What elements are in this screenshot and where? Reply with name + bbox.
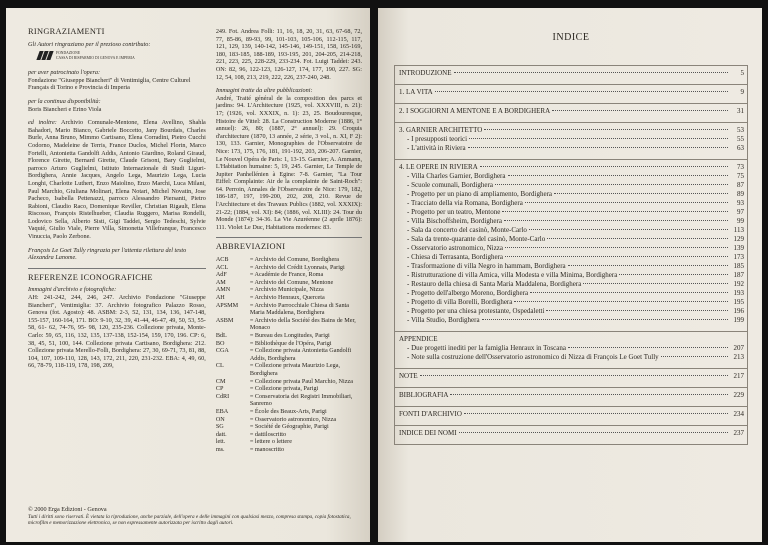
toc-leader-dots (568, 347, 728, 348)
toc-leader-dots (482, 319, 728, 320)
toc-entry-title: 3. GARNIER ARCHITETTO (399, 126, 483, 134)
abbreviation-key: CdRI (215, 392, 230, 400)
toc-leader-dots (505, 247, 728, 248)
abbreviation-value: = Collezione privata Paul Marchio, Nizza (249, 377, 353, 385)
fondazione-logo (38, 51, 206, 60)
abbreviation-value: = Archivio della Société des Bains de Mer, Monaco (249, 316, 356, 332)
toc-chapter-entry (399, 410, 744, 419)
ringraziamenti-heading: RINGRAZIAMENTI (28, 27, 105, 36)
abbreviation-row (216, 362, 362, 377)
abbreviation-key: ON (215, 415, 225, 423)
abbreviation-row (216, 302, 362, 317)
abbreviation-key: BO (215, 339, 225, 347)
toc-page-number: 196 (733, 307, 744, 315)
toc-page-number: 89 (737, 190, 744, 198)
toc-subentry (399, 353, 744, 362)
toc-entry-title: - Sala da trente-quarante del casinò, Monte-Carlo (407, 235, 546, 243)
abbreviation-key: SG (215, 423, 224, 431)
toc-subentry (399, 172, 744, 181)
toc-section (395, 65, 747, 85)
abbreviation-row (216, 423, 362, 431)
toc-entry-title: - Due progetti inediti per la famiglia Henraux in Toscana (407, 344, 566, 352)
abbreviazioni-list (216, 256, 362, 453)
toc-leader-dots (547, 238, 728, 239)
toc-section (395, 369, 747, 388)
toc-entry-title: - Scuole comunali, Bordighera (407, 181, 493, 189)
toc-entry-title: - Sala da concerto del casinò, Monte-Carlo (407, 226, 527, 234)
toc-subentry (399, 307, 744, 316)
abbreviation-value: = Archivio del Comune, Bordighera (249, 256, 340, 264)
abbreviation-row (216, 378, 362, 386)
toc-entry-title: - Progetto per una chiesa protestante, Ospedaletti (407, 307, 545, 315)
toc-subentry (399, 135, 744, 144)
toc-subentry (399, 144, 744, 153)
abbreviation-row (216, 256, 362, 264)
abbreviation-key: AH (215, 294, 225, 301)
toc-page-number: 187 (733, 271, 744, 279)
pubblicazioni-text: André, Traité général de la composition des parcs et jardins: 94. L'Architecture (1925, vol. XXXVIII, n. 21): 17; (1926, vol. XXXIX, n. 1): 23, 25. Boudouresque, Histoire de Vittel: 28. La Construction Moderne (1886, 1° annuel): 26, 80; (1887, 2° annuel): 29. Croquis d'architecture (1870, 13 année, 2 série, 3 vol., n. XI, F 2): 130, 133. Garnier, Monographies de l'Observatoire de Nice: 173, 175, 176, 181, 191-192, 203, 206-207. Garnier, Le Nouvel Opéra de Paris: 1, 13-15. Garnier; A. Ammann, L'Habitation humaine: 5, 19, 245. Garnier, Le Temple de Jupiter Panhellénien à Egine: 7-8. Garnier, "La Tour Eiffel: Complainte: Air de la complainte de Saint-Roch": 64. Perroin, Annales de l'Observatoire de Nice: 179, 182, 186-187, 197, 199-200, 202, 208, 210. Revue de l'Architecture et des Travaux Publics (1882, vol. XXXIX): 21-22; (1884, vol. XI): 84; (1886, vol. XLIII): 24. Tour du Monde (1874): 34-36. La Vie Azuréenne (2 aprile 1876): 111. Violet Le Duc, Habitations modernes: 83. (215, 94, 362, 231)
patrocinio-label: per aver patrocinato l'opera: (28, 69, 101, 77)
abbreviation-key: CP (215, 385, 224, 393)
toc-entry-title: - Villa Bischoffsheim, Bordighera (407, 217, 502, 225)
abbreviation-value: = Société de Géographie, Parigi (249, 423, 329, 431)
toc-leader-dots (435, 91, 728, 92)
toc-leader-dots (502, 211, 728, 212)
toc-leader-dots (420, 375, 728, 376)
ringraziamenti-intro: Gli Autori ringraziano per il prezioso contributo: (28, 40, 151, 48)
toc-leader-dots (464, 413, 728, 414)
abbreviation-key: EBA (215, 407, 229, 415)
abbreviation-value: = Collezione privata Maurizio Lega, Bordighera (249, 362, 341, 377)
toc-section (395, 104, 747, 123)
abbreviation-value: = Archivio Henraux, Querceta (249, 294, 325, 301)
toc-page-number: 229 (733, 391, 744, 399)
toc-leader-dots (554, 193, 728, 194)
abbreviation-key: AdF (215, 271, 227, 279)
abbreviation-key: ASBM (215, 316, 234, 324)
toc-leader-dots (525, 202, 728, 203)
abbreviation-key: ACL (215, 263, 229, 271)
toc-page-number: 193 (733, 289, 744, 297)
toc-chapter-entry (399, 69, 744, 78)
toc-entry-title: - Progetto dell'albergo Moreno, Bordighera (407, 289, 529, 297)
abbreviation-value: = Collezione privata Antonietta Gandolfi Addis, Bordighera (249, 347, 352, 362)
toc-entry-title: BIBLIOGRAFIA (399, 391, 449, 399)
abbreviation-value: = Archivio del Crédit Lyonnais, Parigi (249, 263, 345, 271)
abbreviation-row (216, 317, 362, 332)
toc-section (395, 332, 747, 369)
toc-subentry (399, 199, 744, 208)
referenze-text: AH: 241-242, 244, 246, 247. Archivio Fondazione "Giuseppe Biancheri", Ventimiglia: 37. Archivio fotografico Palazzo Rosso, Genova (fot. Agosto): 48. ASBM: 2-3, 52, 131, 134, 136, 147-148, 155-157, 160-164, 171. BO: 9-10, 32, 39, 41-44, 46-47, 49, 50, 53, 55-58, 61- 62, 74-76, 95- 98, 120, 235-236. Collezione privata, Monte-Carlo: 59, 65, 116, 132, 135, 137-138, 152-154, 159, 170, 196. CP: 6, 38, 45, 51, 100, 144. Collezione privata Cartisano, Bordighera: 212. Collezione privata Merello-Folli, Bordighera: 27, 30, 69-71, 73, 81, 88, 104, 107, 109-110, 128, 143, 172, 211, 220, 231-232. EBA: 4, 49, 60, 66, 78-79, 118-119, 178, 198, 209, (28, 294, 206, 370)
toc-leader-dots (468, 147, 728, 148)
toc-entry-title: INTRODUZIONE (399, 69, 452, 77)
toc-page-number: 93 (737, 199, 744, 207)
abbreviation-row (216, 393, 362, 408)
toc-entry-title: INDICE DEI NOMI (399, 429, 457, 437)
toc-leader-dots (504, 220, 728, 221)
abbreviation-row (216, 279, 362, 287)
abbreviation-row (216, 294, 362, 302)
inoltre-text: Archivio Comunale-Mentone, Elena Avellino, Shahla Bahadori, Mario Bianco, Gabriele Boccetto, Jany Bourdais, Charles Burle, Anna Bruno, Mimmo Cartisano, Elena Corradini, Pietro Cucchi Codorno, Madeleine de Terris, France Duclos, Michel Florin, Marco Fortelli, Antonietta Gandolfi Addis, Antonio Giardino, Roland Giraud, Florence Girette, Bernard Girette, Claude Grisoni, Bary Guglielmi, parroco Arturo Guglielmi, Istituto Internazionale di Studi Liguri-Bordighera, Annie Jacques, Angelo Lega, Maurizio Lega, Lucia Longhi, Charlotte Luthert, Enzo Maiolino, Enzo Marchi, Luca Milani, Paul Marchio, Giuliana Molinari, Elena Notari, Michel Novatin, Jose Pacheco, Isabella Pettenazzi, parroco Alessandro Piersanti, Pietro Rabioni, Claudio Raco, Domenique Reviller, Christian Rigault, Elena Riscosso, François Ristelhueber, Claudia Ruggero, Marisa Rondelli, Lodovico Sella, Alberto Sisti, Gigi Taddei, Sergio Tedeschi, Sylvie Vaquié, Giulio Viale, Pierre Villa, Simonetta Villefranque, Francesco Vinuccia, Paolo Zerbone. (28, 119, 206, 241)
toc-subentry (399, 253, 744, 262)
toc-leader-dots (583, 283, 728, 284)
toc-leader-dots (514, 301, 728, 302)
toc-entry-title: - Progetto di villa Borelli, Bordighera (407, 298, 513, 306)
abbreviation-value: = Collezione privata, Parigi (249, 385, 319, 393)
toc-chapter-entry (399, 88, 744, 97)
abbreviation-value: = Académie de France, Roma (249, 271, 324, 279)
abbreviation-value: = Conservatoria dei Registri Immobiliari, Sanremo (249, 392, 353, 408)
colophon (28, 507, 358, 526)
toc-entry-title: - Villa Charles Garnier, Bordighera (407, 172, 506, 180)
toc-page-number: 53 (737, 126, 744, 134)
toc-leader-dots (568, 265, 728, 266)
toc-subentry (399, 208, 744, 217)
abbreviation-value: = Archivio Parrocchiale Chiesa di Santa Maria Maddalena, Bordighera (249, 301, 350, 317)
toc-leader-dots (454, 72, 729, 73)
toc-page-number: 217 (733, 372, 744, 380)
toc-leader-dots (508, 175, 729, 176)
toc-page-number: 192 (733, 280, 744, 288)
toc-entry-title: - Progetto per un teatro, Mentone (407, 208, 501, 216)
abbreviation-row (216, 408, 362, 416)
toc-subentry (399, 289, 744, 298)
toc-leader-dots (495, 184, 728, 185)
logo-line-2: CASSA DI RISPARMIO DI GENOVA E IMPERIA (56, 55, 135, 60)
referenze-label: Immagini d'archivio e fotografiche: (28, 286, 117, 294)
abbreviation-key: AM (215, 278, 226, 286)
abbreviation-key: APSMM (215, 301, 239, 309)
toc-entry-title: - Osservatorio astronomico, Nizza (407, 244, 504, 252)
abbreviation-row (216, 340, 362, 348)
abbreviation-value: = Bibliothèque de l'Opéra, Parigi (249, 339, 332, 347)
toc-page-number: 31 (737, 107, 744, 115)
toc-entry-title: - Note sulla costruzione dell'Osservatorio astronomico di Nizza di François Le Goet Tully (407, 353, 659, 361)
toc-entry-title: 1. LA VITA (399, 88, 433, 96)
toc-page-number: 55 (737, 135, 744, 143)
abbreviation-row (216, 446, 362, 454)
toc-entry-title: 4. LE OPERE IN RIVIERA (399, 163, 478, 171)
divider (216, 237, 362, 238)
toc-page-number: 97 (737, 208, 744, 216)
abbreviation-key: AMN (215, 286, 231, 294)
toc-subentry (399, 235, 744, 244)
abbreviation-row (216, 431, 362, 439)
abbreviation-value: = Archivio Municipale, Nizza (249, 286, 324, 294)
toc-section (395, 160, 747, 332)
toc-page-number: 234 (733, 410, 744, 418)
toc-entry-title: - Progetto per un piano di ampliamento, Bordighera (407, 190, 553, 198)
toc-entry-title: - Ristrutturazione di villa Amica, villa Modesta e villa Minima, Bordighera (407, 271, 618, 279)
abbreviation-key: ms. (215, 445, 225, 453)
toc-subentry (399, 226, 744, 235)
abbreviation-row (216, 271, 362, 279)
abbreviation-row (216, 264, 362, 272)
abbreviation-key: BdL (215, 331, 227, 339)
abbreviation-key: lett. (215, 438, 226, 446)
referenze-heading: REFERENZE ICONOGRAFICHE (28, 272, 153, 282)
table-of-contents (394, 65, 748, 445)
toc-subentry (399, 298, 744, 307)
toc-chapter-entry (399, 107, 744, 116)
toc-entry-title: FONTI D'ARCHIVIO (399, 410, 462, 418)
abbreviation-row (216, 438, 362, 446)
toc-chapter-entry (399, 163, 744, 172)
toc-entry-title: APPENDICE (399, 335, 438, 343)
toc-page-number: 5 (740, 69, 744, 77)
toc-subentry (399, 190, 744, 199)
toc-section (395, 85, 747, 104)
right-page (378, 8, 762, 542)
toc-subentry (399, 316, 744, 325)
toc-subentry (399, 217, 744, 226)
abbreviation-key: CL (215, 362, 224, 370)
toc-entry-title: - L'attività in Riviera (407, 144, 466, 152)
toc-section (395, 407, 747, 426)
toc-page-number: 139 (733, 244, 744, 252)
toc-leader-dots (469, 138, 728, 139)
toc-leader-dots (529, 229, 728, 230)
referenze-continued: 249. Fot. Andrea Folli: 11, 16, 18, 20, 31, 63, 67-68, 72, 77, 85-86, 89-93, 99, 101-103, 105-106, 112-115, 117, 121, 129, 139, 140-142, 145-146, 149-151, 158, 165-169, 180, 183-185, 188-189, 193-195, 201, 204-205, 214-218, 221, 223, 225, 228-229, 233-234. Fot. Luigi Taddei: 243. ON: 82, 96, 122-123, 126-127, 174, 177, 190, 227. SG: 12, 54, 108, 213, 219, 222, 226, 237-240, 248. (215, 28, 362, 81)
toc-entry-title: - Trasformazione di villa Negro in hammam, Bordighera (407, 262, 566, 270)
toc-page-number: 87 (737, 181, 744, 189)
abbreviation-row (216, 385, 362, 393)
toc-page-number: 75 (737, 172, 744, 180)
toc-page-number: 113 (733, 226, 744, 234)
toc-page-number: 99 (737, 217, 744, 225)
toc-page-number: 129 (733, 235, 744, 243)
toc-page-number: 73 (737, 163, 744, 171)
toc-page-number: 237 (733, 429, 744, 437)
rights-text: Tutti i diritti sono riservati. È vietata la riproduzione, anche parziale, dell'opera e delle immagini con qualsiasi mezzo, compresa stampa, copia fotostatica, microfilm e memorizzazione elettronica, se non espressamente autorizzata per iscritto dagli autori. (28, 513, 351, 526)
toc-leader-dots (546, 310, 728, 311)
toc-leader-dots (480, 166, 728, 167)
toc-chapter-entry (399, 335, 744, 344)
toc-section (395, 123, 747, 160)
toc-entry-title: - I presupposti teorici (407, 135, 468, 143)
disponibilita-label: per la continua disponibilità: (28, 97, 101, 105)
toc-subentry (399, 244, 744, 253)
toc-subentry (399, 262, 744, 271)
toc-section (395, 426, 747, 445)
toc-leader-dots (661, 356, 728, 357)
toc-page-number: 213 (733, 353, 744, 361)
toc-entry-title: - Villa Studio, Bordighera (407, 316, 480, 324)
toc-leader-dots (484, 129, 728, 130)
toc-leader-dots (552, 110, 728, 111)
abbreviation-value: = lettere o lettere (249, 438, 292, 446)
toc-leader-dots (530, 292, 728, 293)
toc-chapter-entry (399, 372, 744, 381)
rilettura-text: François Le Goet Tully ringrazia per l'attenta rilettura del testo Alexandra Lanome. (28, 246, 187, 262)
toc-chapter-entry (399, 126, 744, 135)
toc-page-number: 173 (733, 253, 744, 261)
abbreviation-row (216, 286, 362, 294)
toc-entry-title: - Tracciato della via Romana, Bordighera (407, 199, 523, 207)
toc-entry-title: NOTE (399, 372, 418, 380)
toc-page-number: 63 (737, 144, 744, 152)
abbreviazioni-heading: ABBREVIAZIONI (215, 242, 286, 252)
abbreviation-row (216, 332, 362, 340)
toc-section (395, 388, 747, 407)
abbreviation-key: CM (215, 377, 226, 385)
toc-subentry (399, 344, 744, 353)
abbreviation-row (216, 416, 362, 424)
patrocinio-text: Fondazione "Giuseppe Biancheri" di Ventimiglia, Centre Culturel Français di Torino e Provincia di Imperia (28, 76, 191, 92)
left-page (6, 8, 370, 542)
abbreviation-key: ACB (215, 256, 229, 264)
divider (28, 268, 206, 269)
toc-subentry (399, 271, 744, 280)
copyright-text: © 2000 Erga Edizioni - Genova (28, 506, 107, 514)
abbreviation-value: = manoscritto (249, 445, 285, 453)
abbreviation-value: = dattiloscritto (249, 430, 287, 438)
disponibilita-text: Boris Biancheri e Erino Viola (28, 105, 102, 113)
fondazione-logo-icon (38, 51, 52, 60)
toc-subentry (399, 280, 744, 289)
toc-leader-dots (619, 274, 728, 275)
toc-chapter-entry (399, 429, 744, 438)
left-column (28, 28, 206, 453)
toc-subentry (399, 181, 744, 190)
abbreviation-value: = École des Beaux-Arts, Parigi (249, 407, 327, 415)
toc-page-number: 185 (733, 262, 744, 270)
abbreviation-value: = Archivio del Comune, Mentone (249, 278, 334, 286)
abbreviation-value: = Osservatorio astronomico, Nizza (249, 415, 337, 423)
inoltre-label: ed inoltre: (28, 119, 57, 127)
abbreviation-value: = Bureau des Longitudes, Parigi (249, 331, 330, 339)
toc-entry-title: - Chiesa di Terrasanta, Bordighera (407, 253, 503, 261)
toc-page-number: 195 (733, 298, 744, 306)
abbreviation-row (216, 347, 362, 362)
toc-chapter-entry (399, 391, 744, 400)
toc-leader-dots (505, 256, 728, 257)
indice-title: INDICE (552, 32, 590, 43)
toc-entry-title: 2. I SOGGIORNI A MENTONE E A BORDIGHERA (399, 107, 551, 115)
toc-leader-dots (459, 432, 728, 433)
pubblicazioni-label: Immagini tratte da altre pubblicazioni: (215, 87, 313, 95)
toc-page-number: 9 (740, 88, 744, 96)
toc-page-number: 199 (733, 316, 744, 324)
toc-page-number: 207 (733, 344, 744, 352)
right-column (216, 28, 362, 453)
abbreviation-key: datt. (215, 430, 227, 438)
toc-entry-title: - Restauro della chiesa di Santa Maria Maddalena, Bordighera (407, 280, 582, 288)
logo-line-1: FONDAZIONE (56, 51, 81, 56)
abbreviation-key: CGA (215, 347, 229, 355)
toc-leader-dots (450, 394, 728, 395)
